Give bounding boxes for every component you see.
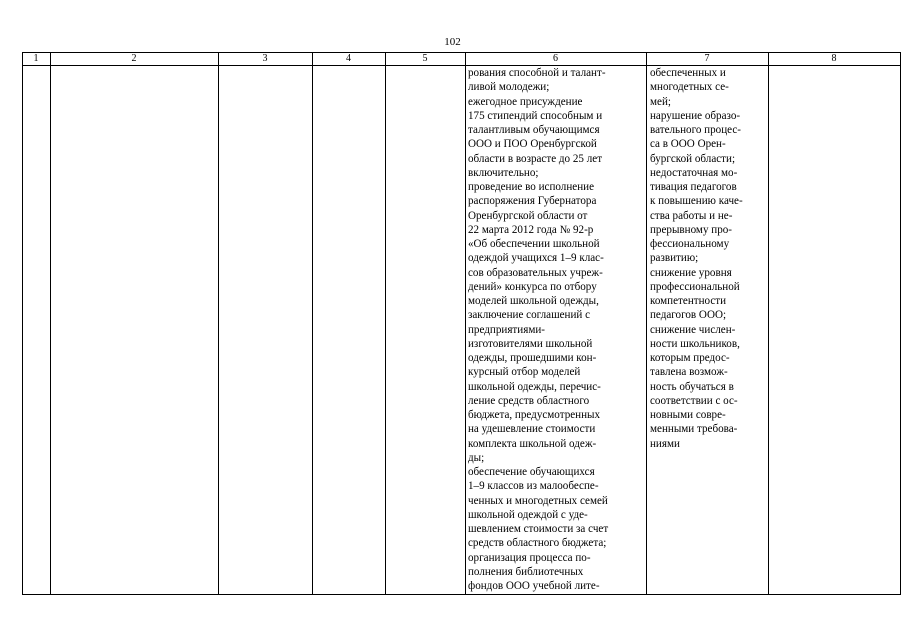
column-header-8: 8 <box>831 53 837 64</box>
page-number: 102 <box>444 36 461 48</box>
column-header-7: 7 <box>704 53 710 64</box>
column-header-1: 1 <box>33 53 39 64</box>
column-divider <box>218 52 219 595</box>
column-divider <box>312 52 313 595</box>
column-divider <box>385 52 386 595</box>
column-divider <box>465 52 466 595</box>
column-header-3: 3 <box>262 53 268 64</box>
column-header-5: 5 <box>422 53 428 64</box>
column-header-6: 6 <box>553 53 558 64</box>
column-6-cell-text: рования способной и талант- ливой молодежи; ежегодное присуждение 175 стипендий способным и талантливым обучающимся ООО и ПОО Оренбургской области в возрасте до 25 лет включительно; проведение во исполнение распоряжения Губернатора Оренбургской области от 22 марта 2012 года № 92-р «Об обеспечении школьной одеждой учащихся 1–9 клас- сов образовательных учреж- дений» конкурса по отбору моделей школьной одежды, заключение соглашений с предприятиями- изготовителями школьной одежды, прошедшими кон- курсный отбор моделей школьной одежды, перечис- ление средств областного бюджета, предусмотренных на удешевление стоимости комплекта школьной одеж- ды; обеспечение обучающихся 1–9 классов из малообеспе- ченных и многодетных семей школьной одеждой с уде- шевлением стоимости за счет средств областного бюджета; организация процесса по- полнения библиотечных фондов ООО учебной лите- <box>468 67 609 592</box>
column-divider <box>646 52 647 595</box>
column-divider <box>22 52 23 595</box>
column-header-4: 4 <box>346 53 351 64</box>
column-7-cell-text: обеспеченных и многодетных се- мей; нарушение образо- вательного процес- са в ООО Орен- бургской области; недостаточная мо- тивация педагогов к повышению каче- ства работы и не- прерывному про- фессиональному развитию; снижение уровня профессиональной компетентности педагогов ООО; снижение числен- ности школьников, которым предос- тавлена возмож- ность обучаться в соответствии с ос- новными совре- менными требова- ниями <box>650 67 743 450</box>
column-divider <box>768 52 769 595</box>
header-row-border <box>22 65 901 66</box>
table-bottom-border <box>22 594 901 595</box>
column-divider <box>900 52 901 595</box>
column-header-2: 2 <box>131 53 137 64</box>
column-divider <box>50 52 51 595</box>
